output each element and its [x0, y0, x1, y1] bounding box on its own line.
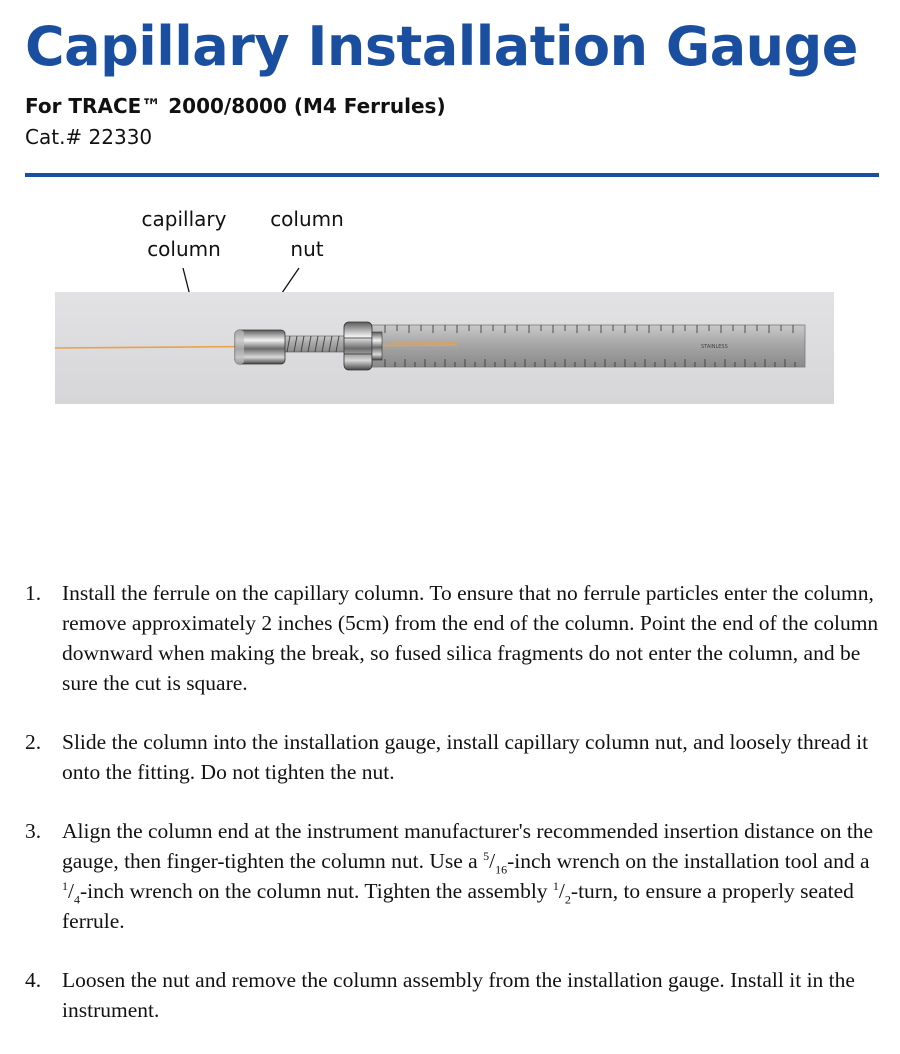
threaded-stem	[283, 336, 345, 352]
callout-capillary-column-line1: capillary	[141, 207, 227, 231]
instruction-steps	[25, 578, 885, 1054]
fraction-denominator: 16	[495, 862, 508, 877]
step-number: 3.	[25, 819, 42, 843]
step-number: 4.	[25, 968, 42, 992]
catalog-number: Cat.# 22330	[25, 125, 153, 149]
gauge-hex-fitting	[344, 322, 372, 370]
callout-column-nut-line2: nut	[290, 237, 324, 261]
step-number: 1.	[25, 581, 42, 605]
page-subtitle: For TRACE™ 2000/8000 (M4 Ferrules)	[25, 94, 446, 118]
gauge-photo	[55, 292, 834, 404]
callout-capillary-column-line2: column	[147, 237, 221, 261]
fraction-denominator: 4	[73, 892, 80, 907]
fraction-numerator: 5	[483, 848, 490, 863]
step-text: Align the column end at the instrument manufacturer's recommended insertion distance on the gauge, then finger-tighten the column nut. Use a $^5/_{16}$-inch wrench on the installation tool and a $^1/_4$-inch wrench on the column nut. Tighten the assembly $^1/_2$-turn, to ensure a properly seated ferrule.	[62, 819, 874, 933]
ruler-imprint: STAINLESS	[701, 344, 728, 350]
step-text: Install the ferrule on the capillary column. To ensure that no ferrule particles enter the column, remove approximately 2 inches (5cm) from the end of the column. Point the end of the column downward when making the break, so fused silica fragments do not enter the column, and be sure the cut is square.	[62, 581, 879, 695]
step-item	[25, 965, 885, 1025]
fraction-numerator: 1	[552, 878, 559, 893]
step-item	[25, 816, 885, 936]
step-item	[25, 727, 885, 787]
step-text: Slide the column into the installation gauge, install capillary column nut, and loosely thread it onto the fitting. Do not tighten the nut.	[62, 730, 869, 784]
step-item	[25, 578, 885, 698]
page-title: Capillary Installation Gauge	[25, 15, 858, 78]
callout-column-nut-line1: column	[270, 207, 344, 231]
fraction-denominator: 2	[564, 892, 571, 907]
fraction-numerator: 1	[62, 878, 68, 893]
step-text: Loosen the nut and remove the column assembly from the installation gauge. Install it in the instrument.	[62, 968, 855, 1022]
step-number: 2.	[25, 730, 42, 754]
steel-ruler	[368, 325, 805, 367]
